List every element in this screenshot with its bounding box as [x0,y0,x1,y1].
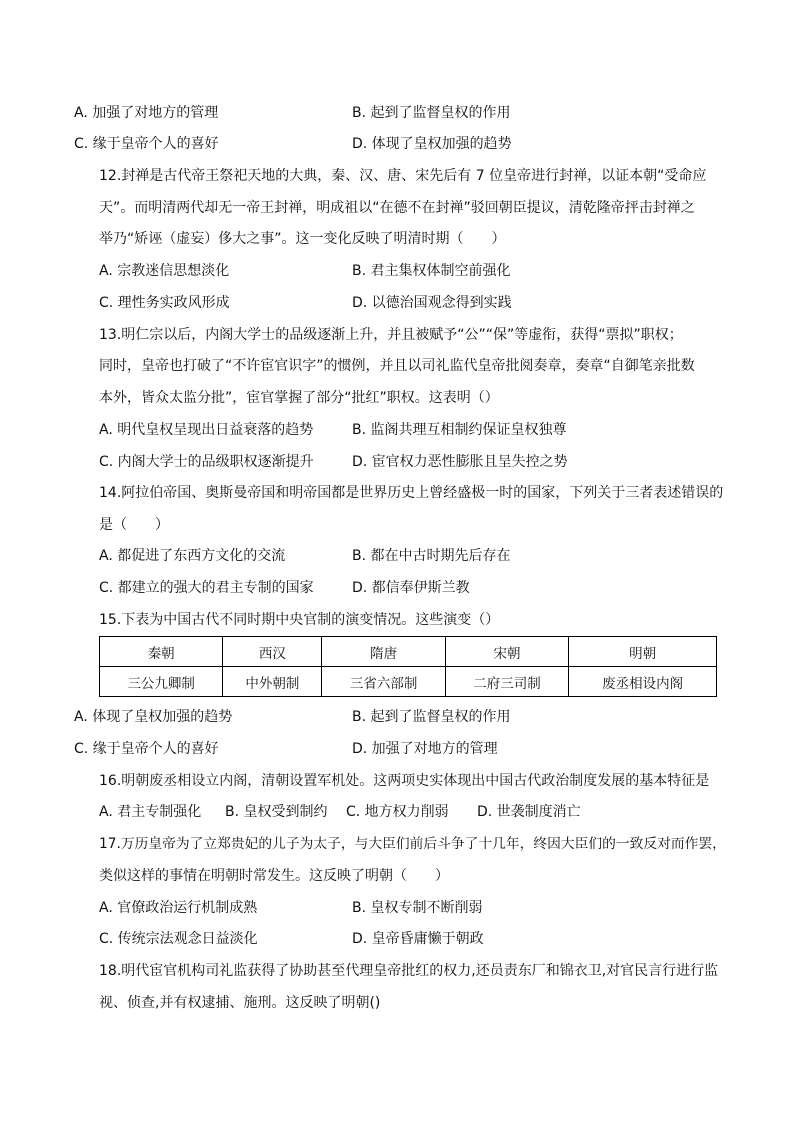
q18-stem-line-2: 视、侦查,并有权逮捕、施刑。这反映了明朝() [99,995,381,1011]
q14-option-d[interactable]: D. 都信奉伊斯兰教 [352,580,470,596]
table-cell: 二府三司制 [445,667,568,697]
q15-options-row-2 [0,739,794,759]
q13-option-d[interactable]: D. 宦官权力恶性膨胀且呈失控之势 [352,454,568,470]
q12-options-row-1 [0,261,794,281]
table-cell: 废丞相设内阁 [569,667,717,697]
q15-option-c[interactable]: C. 缘于皇帝个人的喜好 [74,741,219,757]
q17-option-c[interactable]: C. 传统宗法观念日益淡化 [99,931,258,947]
table-header-cell: 宋朝 [445,637,568,667]
q11-options-row-2 [0,134,794,154]
q18-stem-line-1: 18.明代宦官机构司礼监获得了协助甚至代理皇帝批红的权力,还员责东厂和锦衣卫,对官民言行进行监 [99,963,719,979]
q13-stem-line-2: 同时，皇帝也打破了“不许宦官识字”的惯例，并且以司礼监代皇帝批阅奏章，奏章“自御笔亲批数 [99,358,695,374]
q15-official-system-table [99,636,717,697]
q11-option-b[interactable]: B. 起到了监督皇权的作用 [352,105,511,121]
q14-options-row-1 [0,546,794,566]
q11-option-d[interactable]: D. 体现了皇权加强的趋势 [352,136,512,152]
q12-stem-line-3: 举乃“矫诬（虚妄）侈大之事”。这一变化反映了明清时期（ ） [99,231,506,247]
q15-option-a[interactable]: A. 体现了皇权加强的趋势 [74,709,233,725]
q11-option-a[interactable]: A. 加强了对地方的管理 [74,105,219,121]
q11-options-row-1 [0,103,794,123]
q12-option-d[interactable]: D. 以德治国观念得到实践 [352,295,512,311]
q12-option-b[interactable]: B. 君主集权体制空前强化 [352,263,511,279]
q12-options-row-2 [0,293,794,313]
q17-options-row-2 [0,929,794,949]
q14-stem-line-1: 14.阿拉伯帝国、奥斯曼帝国和明帝国都是世界历史上曾经盛极一时的国家，下列关于三者表述错误的 [99,485,724,501]
q17-stem-line-1: 17.万历皇帝为了立郑贵妃的儿子为太子，与大臣们前后斗争了十几年，终因大臣们的一致反对而作罢， [99,836,726,852]
q12-option-c[interactable]: C. 理性务实政风形成 [99,295,230,311]
q13-options-row-2 [0,452,794,472]
table-header-cell: 明朝 [569,637,717,667]
q17-option-a[interactable]: A. 官僚政治运行机制成熟 [99,900,258,916]
q13-stem-line-3: 本外，皆众太监分批”，宦官掌握了部分“批红”职权。这表明（） [99,390,499,406]
q13-stem-line-1: 13.明仁宗以后，内阁大学士的品级逐渐上升，并且被赋予“公”“保”等虚衔，获得“票拟”职权； [99,327,683,343]
q15-option-b[interactable]: B. 起到了监督皇权的作用 [352,709,511,725]
q13-option-a[interactable]: A. 明代皇权呈现出日益衰落的趋势 [99,422,314,438]
q15-option-d[interactable]: D. 加强了对地方的管理 [352,741,498,757]
q17-option-d[interactable]: D. 皇帝昏庸懒于朝政 [352,931,484,947]
q13-option-c[interactable]: C. 内阁大学士的品级职权逐渐提升 [99,454,314,470]
q11-option-c[interactable]: C. 缘于皇帝个人的喜好 [74,136,219,152]
q16-option-d[interactable]: D. 世袭制度消亡 [477,804,581,820]
table-header-row [100,637,717,667]
q13-option-b[interactable]: B. 监阁共理互相制约保证皇权独尊 [352,422,567,438]
q16-options-row [0,802,794,822]
table-cell: 三公九卿制 [100,667,223,697]
q16-option-c[interactable]: C. 地方权力削弱 [346,804,449,820]
table-header-cell: 秦朝 [100,637,223,667]
q14-stem-line-2: 是（ ） [99,517,169,533]
q16-option-a[interactable]: A. 君主专制强化 [99,804,202,820]
q16-stem-line-1: 16.明朝废丞相设立内阁，清朝设置军机处。这两项史实体现出中国古代政治制度发展的基本特征是 [99,773,710,789]
table-cell: 中外朝制 [223,667,322,697]
q15-options-row-1 [0,707,794,727]
table-row [100,667,717,697]
table-header-cell: 西汉 [223,637,322,667]
q13-options-row-1 [0,420,794,440]
q17-options-row-1 [0,898,794,918]
q14-option-b[interactable]: B. 都在中古时期先后存在 [352,548,511,564]
table-header-cell: 隋唐 [322,637,445,667]
q14-options-row-2 [0,578,794,598]
q14-option-c[interactable]: C. 都建立的强大的君主专制的国家 [99,580,314,596]
q14-option-a[interactable]: A. 都促进了东西方文化的交流 [99,548,286,564]
q12-option-a[interactable]: A. 宗教迷信思想淡化 [99,263,230,279]
q12-stem-line-2: 天”。而明清两代却无一帝王封禅，明成祖以“在德不在封禅”驳回朝臣提议，清乾隆帝抨击封禅之 [99,200,695,216]
q16-option-b[interactable]: B. 皇权受到制约 [225,804,328,820]
q17-stem-line-2: 类似这样的事情在明朝时常发生。这反映了明朝（ ） [99,868,449,884]
q15-stem-line-1: 15.下表为中国古代不同时期中央官制的演变情况。这些演变（） [99,612,500,628]
table-cell: 三省六部制 [322,667,445,697]
q12-stem-line-1: 12.封禅是古代帝王祭祀天地的大典，秦、汉、唐、宋先后有 7 位皇帝进行封禅，以证本朝“受命应 [99,168,707,184]
q17-option-b[interactable]: B. 皇权专制不断削弱 [352,900,483,916]
